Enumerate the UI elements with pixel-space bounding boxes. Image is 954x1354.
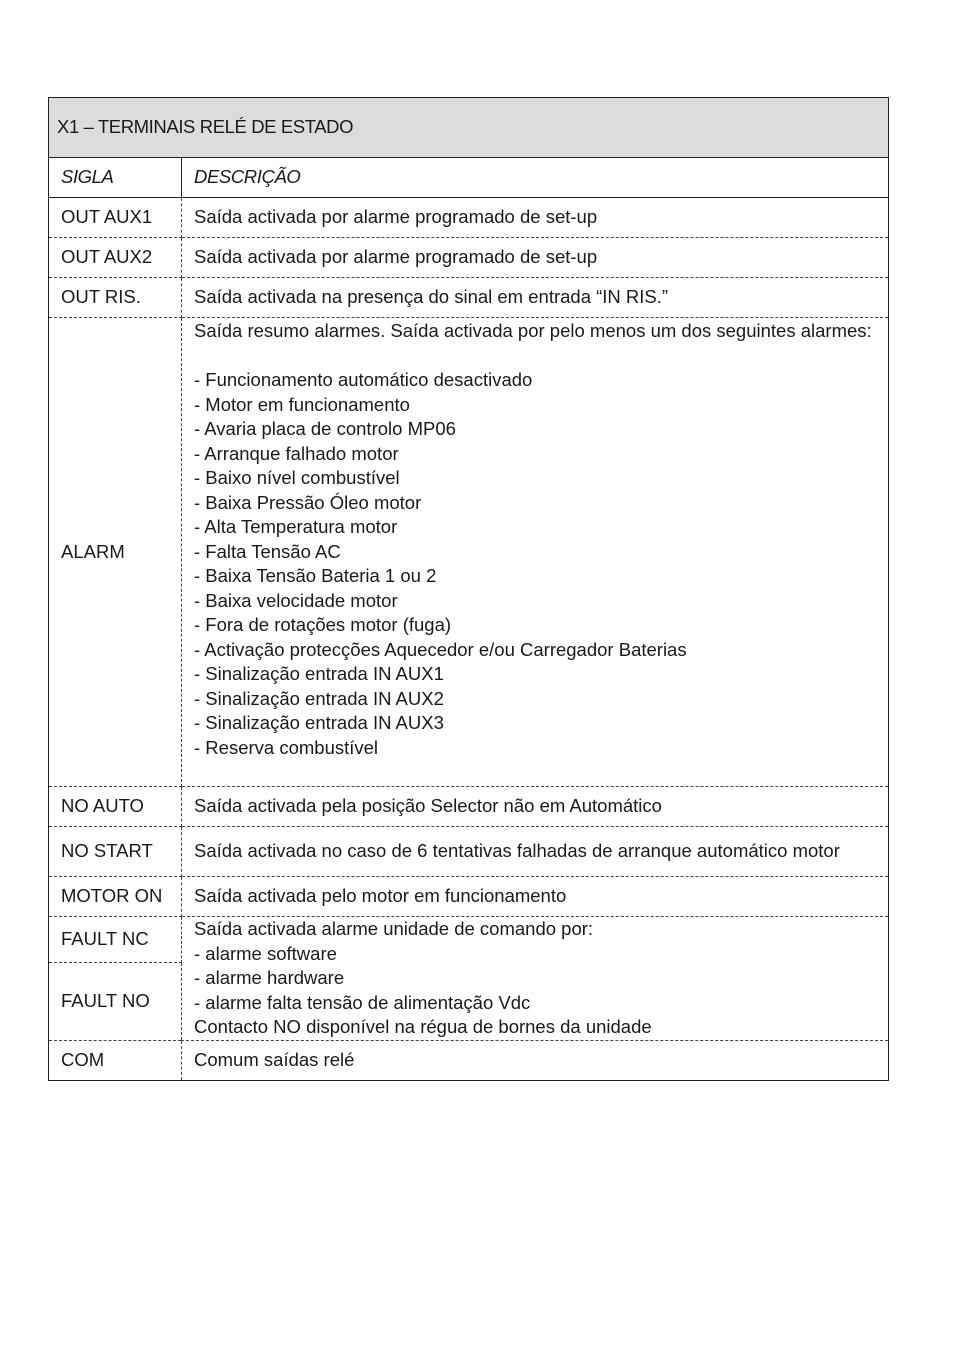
alarm-item: - Motor em funcionamento — [194, 393, 410, 415]
table-row — [49, 238, 889, 278]
description-cell: Saída activada no caso de 6 tentativas falhadas de arranque automático motor — [182, 827, 889, 877]
table-row — [49, 198, 889, 238]
column-header-descricao: DESCRIÇÃO — [182, 158, 889, 198]
sigla-cell: OUT AUX2 — [49, 238, 182, 278]
alarm-item: - Arranque falhado motor — [194, 442, 399, 464]
sigla-cell: FAULT NC — [49, 917, 182, 963]
description-cell: Saída activada por alarme programado de set-up — [182, 198, 889, 238]
table-row — [49, 278, 889, 318]
sigla-cell: MOTOR ON — [49, 877, 182, 917]
alarm-item: - Baixa Pressão Óleo motor — [194, 491, 422, 513]
fault-line: Saída activada alarme unidade de comando por: — [194, 918, 594, 940]
sigla-cell: FAULT NO — [49, 963, 182, 1041]
alarm-item: - Fora de rotações motor (fuga) — [194, 614, 452, 635]
description-cell: Saída activada por alarme programado de set-up — [182, 238, 889, 278]
sigla-cell: COM — [49, 1041, 182, 1081]
description-cell: Saída activada pelo motor em funcionamento — [182, 877, 889, 917]
fault-line: - alarme hardware — [194, 967, 345, 989]
fault-line: Contacto NO disponível na régua de bornes da unidade — [194, 1016, 652, 1038]
alarm-item: - Reserva combustível — [194, 736, 379, 758]
terminal-table-page — [48, 97, 888, 1081]
alarm-item: - Falta Tensão AC — [194, 540, 341, 562]
table-header-row — [49, 158, 889, 198]
fault-line: - alarme software — [194, 942, 337, 964]
alarm-item: - Sinalização entrada IN AUX2 — [194, 687, 444, 709]
sigla-cell: NO AUTO — [49, 787, 182, 827]
description-cell: Saída activada na presença do sinal em entrada “IN RIS.” — [182, 278, 889, 318]
alarm-intro: Saída resumo alarmes. Saída activada por pelo menos um dos seguintes alarmes: — [194, 320, 872, 341]
description-cell: Comum saídas relé — [194, 1049, 355, 1071]
table-row-fault-nc — [49, 917, 889, 963]
fault-description-cell — [182, 917, 889, 1041]
alarm-description-cell — [182, 318, 889, 787]
sigla-cell: NO START — [49, 827, 182, 877]
description-cell: Saída activada pela posição Selector não em Automático — [182, 787, 889, 827]
alarm-item: - Baixa velocidade motor — [194, 589, 398, 611]
alarm-item: - Avaria placa de controlo MP06 — [194, 418, 456, 439]
alarm-item: - Activação protecções Aquecedor e/ou Carregador Baterias — [194, 638, 687, 660]
table-row — [49, 877, 889, 917]
alarm-item: - Sinalização entrada IN AUX1 — [194, 663, 444, 684]
terminals-table — [48, 97, 889, 1081]
table-row — [49, 787, 889, 827]
alarm-item: - Baixo nível combustível — [194, 467, 400, 488]
alarm-item: - Baixa Tensão Bateria 1 ou 2 — [194, 565, 437, 586]
sigla-cell: OUT RIS. — [49, 278, 182, 318]
fault-line: - alarme falta tensão de alimentação Vdc — [194, 991, 531, 1013]
alarm-item: - Alta Temperatura motor — [194, 516, 398, 537]
alarm-item: - Sinalização entrada IN AUX3 — [194, 712, 444, 733]
table-title: X1 – TERMINAIS RELÉ DE ESTADO — [49, 98, 889, 158]
table-row — [49, 1041, 889, 1081]
sigla-cell: ALARM — [49, 318, 182, 787]
table-row — [49, 827, 889, 877]
alarm-item: - Funcionamento automático desactivado — [194, 369, 533, 390]
sigla-cell: OUT AUX1 — [49, 198, 182, 238]
column-header-sigla: SIGLA — [49, 158, 182, 198]
table-row-alarm — [49, 318, 889, 787]
